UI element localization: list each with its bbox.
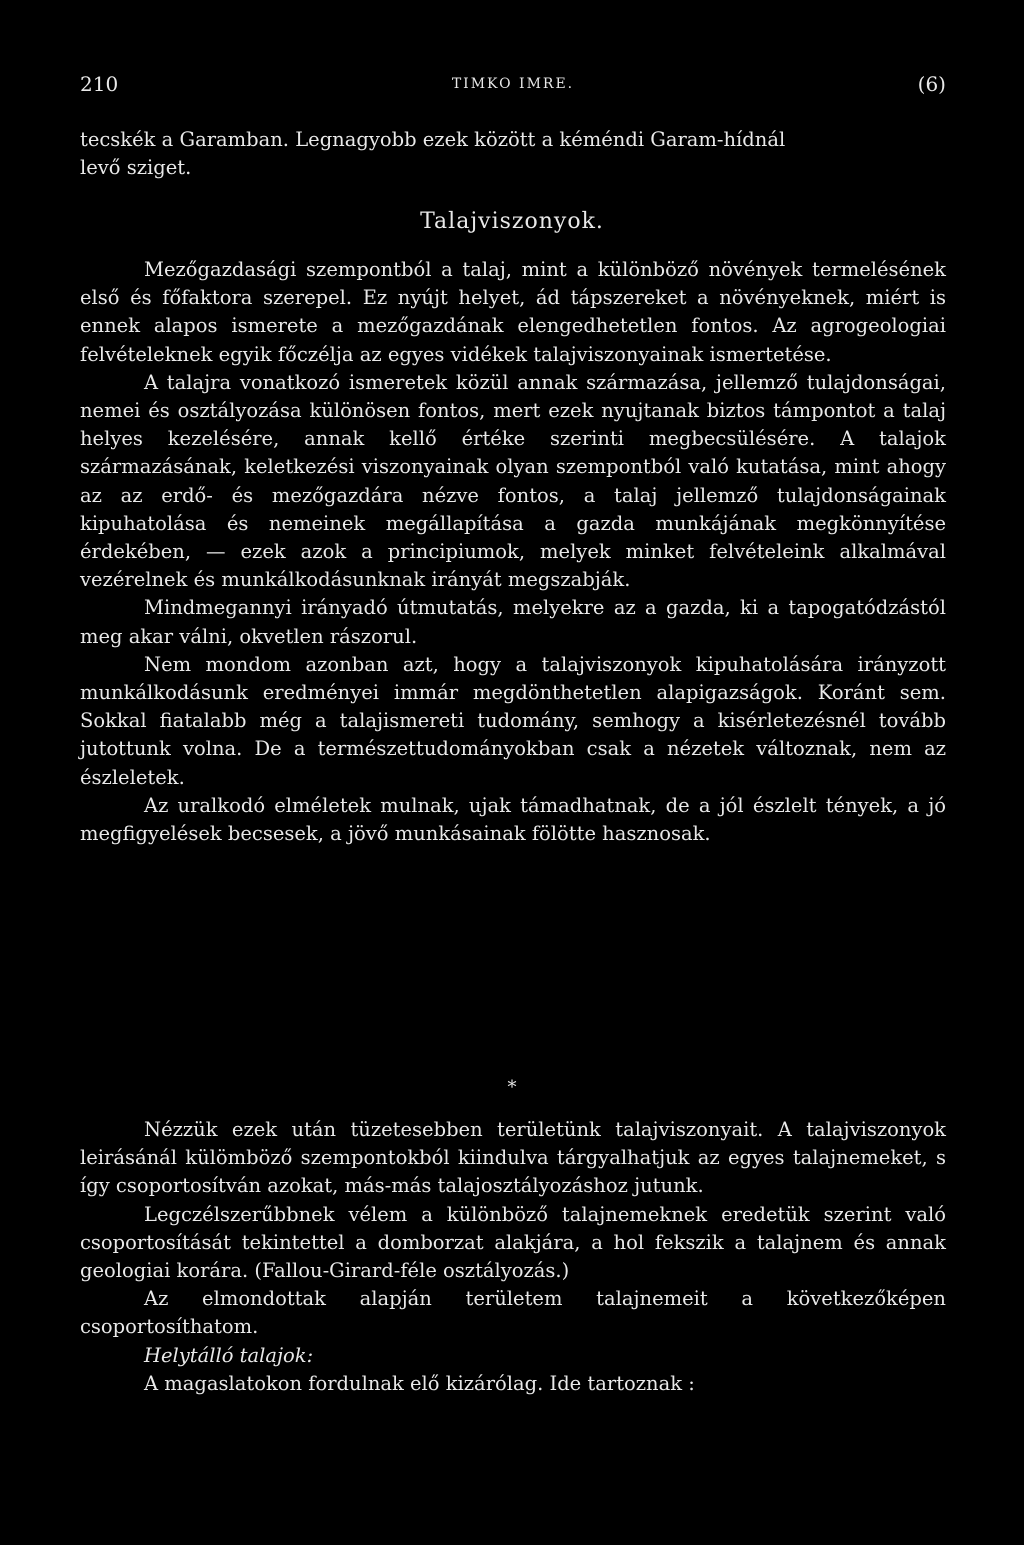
paragraph: Nézzük ezek után tüzetesebben területünk talajviszonyait. A talajviszonyok leirásánál külömböző szempontokból kiindulva tárgyalhatjuk az egyes talajnemeket, s így csoportosítván azokat, más-más talajosztályozáshoz jutunk. <box>80 1118 946 1198</box>
paragraph: A talajra vonatkozó ismeretek közül annak származása, jellemző tulajdonságai, nemei és osztályozása különösen fontos, mert ezek nyujtanak biztos támpontot a talaj helyes kezelésére, annak kellő értéke szerinti megbecsülésére. A talajok származásának, keletkezési viszonyainak olyan szempontból való kutatása, mint ahogy az az erdő- és mezőgazdára nézve fontos, a talaj jellemző tulajdonságainak kipuhatolása és nemeinek megállapítása a gazda munkájának megkönnyítése érdekében, — ezek azok a principiumok, melyek minket felvételeink alkalmával vezérelnek és munkálkodásunknak irányát megszabják. <box>80 370 946 592</box>
paragraph: A magaslatokon fordulnak elő kizárólag. Ide tartoznak : <box>144 1371 695 1395</box>
paragraph: Mindmegannyi irányadó útmutatás, melyekre az a gazda, ki a tapogatódzástól meg akar válni, okvetlen rászorul. <box>80 596 946 648</box>
section-heading: Talajviszonyok. <box>420 209 604 234</box>
page-header <box>80 70 946 98</box>
body-text-1 <box>80 256 946 848</box>
text-line: tecskék a Garamban. Legnagyobb ezek között a kéméndi Garam-hídnál <box>80 128 786 151</box>
subheading-text: Helytálló talajok: <box>144 1343 314 1367</box>
subheading <box>80 1342 946 1370</box>
intro-text <box>80 126 946 182</box>
page-number: 210 <box>80 72 119 96</box>
paragraph: Az uralkodó elméletek mulnak, ujak támadhatnak, de a jól észlelt tények, a jó megfigyelések becsesek, a jövő munkásainak fölötte hasznosak. <box>80 793 946 846</box>
body-text-2 <box>80 1116 946 1398</box>
paragraph: Mezőgazdasági szempontból a talaj, mint a különböző növények termelésének első és főfaktora szerepel. Ez nyújt helyet, ád tápszereket a növényeknek, miért is ennek alapos ismerete a mezőgazdának elengedhetetlen fontos. Az agrogeologiai felvételeknek egyik főczélja az egyes vidékek talajviszonyainak ismertetése. <box>80 258 946 366</box>
paragraph: Legczélszerűbbnek vélem a különböző talajnemeknek eredetük szerint való csoportosítását tekintettel a domborzat alakjára, a hol fekszik a talajnem és annak geologiai korára. (Fallou-Girard-féle osztályozás.) <box>80 1202 946 1283</box>
section-number: (6) <box>917 72 946 96</box>
paragraph: Az elmondottak alapján területem talajnemeit a következőképen csoportosíthatom. <box>80 1287 946 1339</box>
separator-asterisk: * <box>507 1077 517 1098</box>
paragraph: Nem mondom azonban azt, hogy a talajviszonyok kipuhatolására irányzott munkálkodásunk eredményei immár megdönthetetlen alapigazságok. Koránt sem. Sokkal fiatalabb még a talajismereti tudomány, semhogy a kisérletezésnél tovább jutottunk volna. De a természettudományokban csak a nézetek változnak, nem az észleletek. <box>80 652 946 789</box>
running-title: TIMKO IMRE. <box>451 76 575 92</box>
text-line: levő sziget. <box>80 156 192 180</box>
